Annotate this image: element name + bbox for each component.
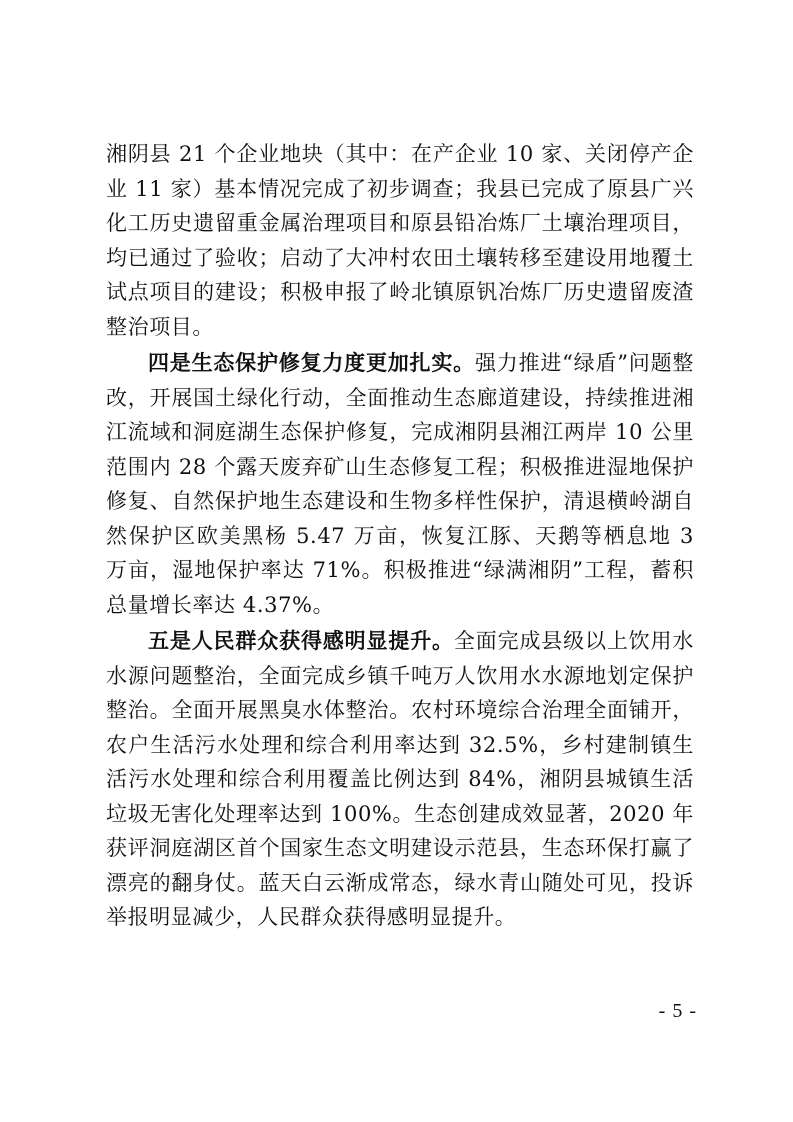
page-number: - 5 - bbox=[658, 1000, 697, 1022]
paragraph-ecological-restoration bbox=[106, 346, 694, 622]
paragraph-lead-heading: 四是生态保护修复力度更加扎实。 bbox=[148, 351, 475, 375]
document-body bbox=[106, 137, 694, 935]
paragraph-text: 全面完成县级以上饮用水水源问题整治，全面完成乡镇千吨万人饮用水水源地划定保护整治。全面开展黑臭水体整治。农村环境综合治理全面铺开，农户生活污水处理和综合利用率达到 32.5%，乡村建制镇生活污水处理和综合利用覆盖比例达到 84%，湘阴县城镇生活垃圾无害化处理率达到 100%。生态创建成效显著，2020 年获评洞庭湖区首个国家生态文明建设示范县，生态环保打赢了漂亮的翻身仗。蓝天白云渐成常态，绿水青山随处可见，投诉举报明显减少，人民群众获得感明显提升。 bbox=[106, 629, 694, 929]
paragraph-text: 强力推进“绿盾”问题整改，开展国土绿化行动，全面推动生态廊道建设，持续推进湘江流域和洞庭湖生态保护修复，完成湘阴县湘江两岸 10 公里范围内 28 个露天废弃矿山生态修复工程；积极推进湿地保护修复、自然保护地生态建设和生物多样性保护，清退横岭湖自然保护区欧美黑杨 5.47 万亩，恢复江豚、天鹅等栖息地 3 万亩，湿地保护率达 71%。积极推进“绿满湘阴”工程，蓄积总量增长率达 4.37%。 bbox=[106, 351, 694, 617]
paragraph-public-satisfaction bbox=[106, 624, 694, 935]
paragraph-lead-heading: 五是人民群众获得感明显提升。 bbox=[148, 629, 454, 653]
paragraph-continued-soil-survey bbox=[106, 137, 694, 344]
paragraph-text: 湘阴县 21 个企业地块（其中：在产企业 10 家、关闭停产企业 11 家）基本情况完成了初步调查；我县已完成了原县广兴化工历史遗留重金属治理项目和原县铅冶炼厂土壤治理项目，均已通过了验收；启动了大冲村农田土壤转移至建设用地覆土试点项目的建设；积极申报了岭北镇原钒冶炼厂历史遗留废渣整治项目。 bbox=[106, 142, 694, 339]
